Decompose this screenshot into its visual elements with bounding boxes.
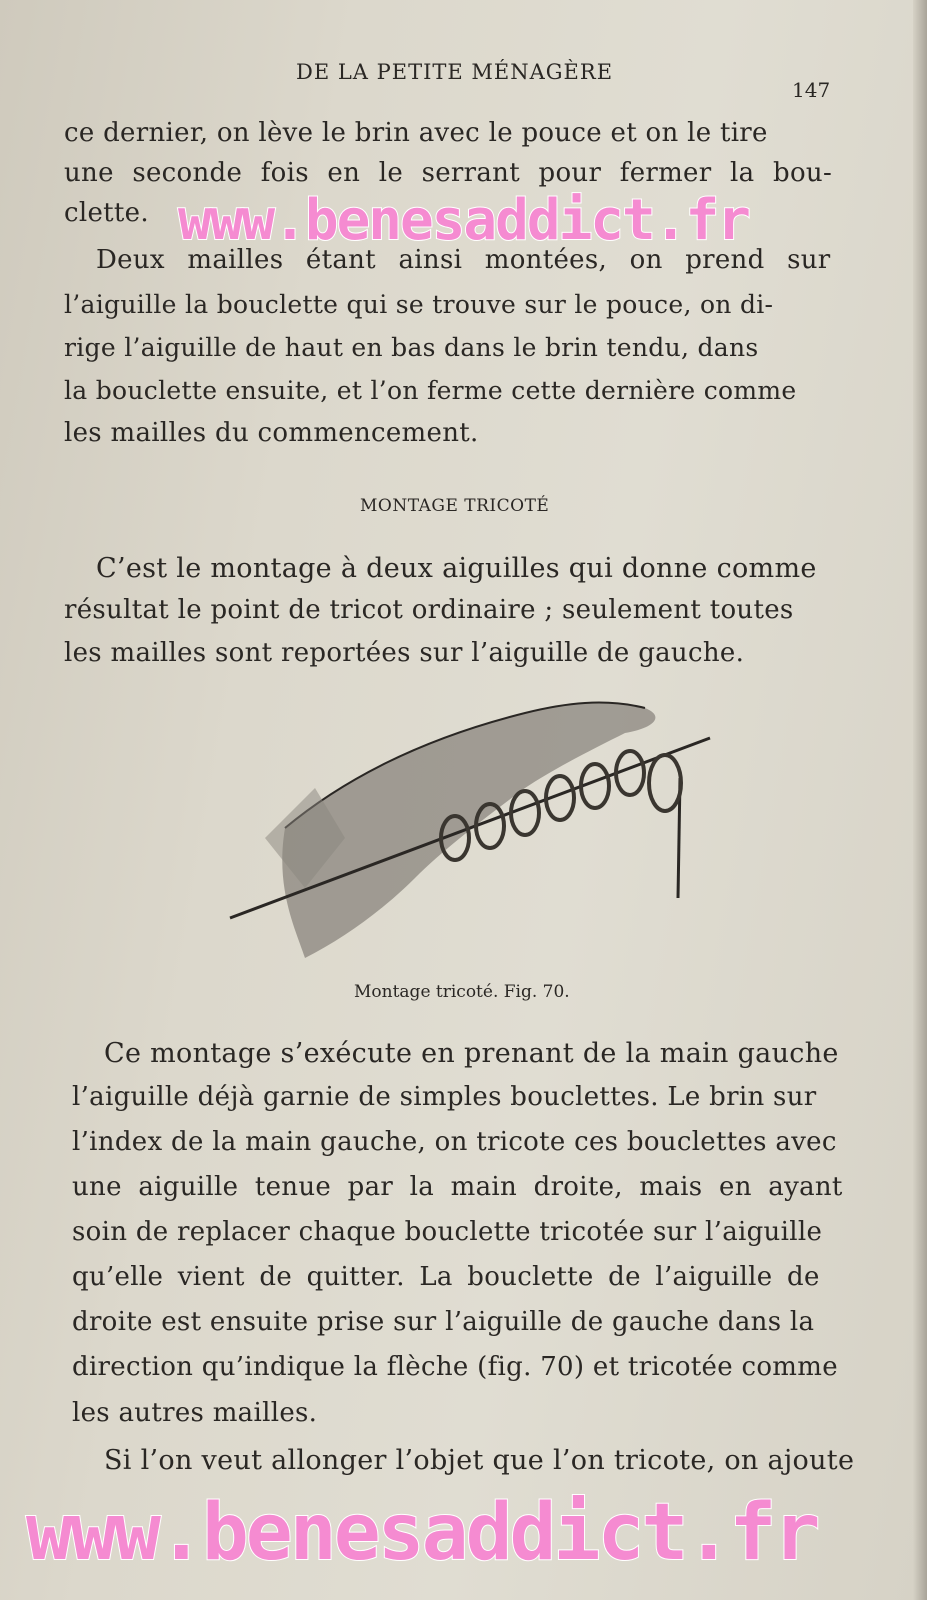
text-line: une aiguille tenue par la main droite, mais en ayant (72, 1172, 843, 1202)
watermark: www.benesaddict.fr (26, 1488, 818, 1578)
text-line: les mailles du commencement. (64, 418, 479, 448)
text-line: l’index de la main gauche, on tricote ces bouclettes avec (72, 1127, 837, 1157)
text-line: l’aiguille déjà garnie de simples bouclettes. Le brin sur (72, 1082, 817, 1112)
text-line: l’aiguille la bouclette qui se trouve sur le pouce, on di- (64, 290, 774, 319)
section-heading: MONTAGE TRICOTÉ (360, 496, 550, 516)
text-line: ce dernier, on lève le brin avec le pouce et on le tire (64, 118, 768, 148)
text-line: résultat le point de tricot ordinaire ; seulement toutes (64, 595, 794, 625)
page-edge (913, 0, 927, 1600)
running-title: DE LA PETITE MÉNAGÈRE (296, 60, 614, 84)
text-line: la bouclette ensuite, et l’on ferme cette dernière comme (64, 376, 797, 405)
text-line: les mailles sont reportées sur l’aiguille de gauche. (64, 638, 745, 668)
text-line: droite est ensuite prise sur l’aiguille de gauche dans la (72, 1307, 815, 1337)
text-line: rige l’aiguille de haut en bas dans le brin tendu, dans (64, 333, 759, 362)
text-line: Deux mailles étant ainsi montées, on prend sur (96, 245, 831, 275)
page-number: 147 (792, 78, 831, 102)
text-line: une seconde fois en le serrant pour fermer la bou- (64, 158, 833, 188)
knitting-illustration (225, 688, 725, 968)
figure-caption: Montage tricoté. Fig. 70. (354, 982, 570, 1002)
text-line: qu’elle vient de quitter. La bouclette de l’aiguille de (72, 1262, 820, 1292)
text-line: Ce montage s’exécute en prenant de la main gauche (104, 1038, 839, 1069)
text-line: C’est le montage à deux aiguilles qui donne comme (96, 553, 817, 584)
text-line: clette. (64, 198, 149, 228)
text-line: les autres mailles. (72, 1398, 318, 1428)
text-line: direction qu’indique la flèche (fig. 70) et tricotée comme (72, 1352, 838, 1382)
text-line: Si l’on veut allonger l’objet que l’on tricote, on ajoute (104, 1445, 855, 1476)
text-line: soin de replacer chaque bouclette tricotée sur l’aiguille (72, 1217, 823, 1247)
watermark: www.benesaddict.fr (178, 188, 749, 253)
